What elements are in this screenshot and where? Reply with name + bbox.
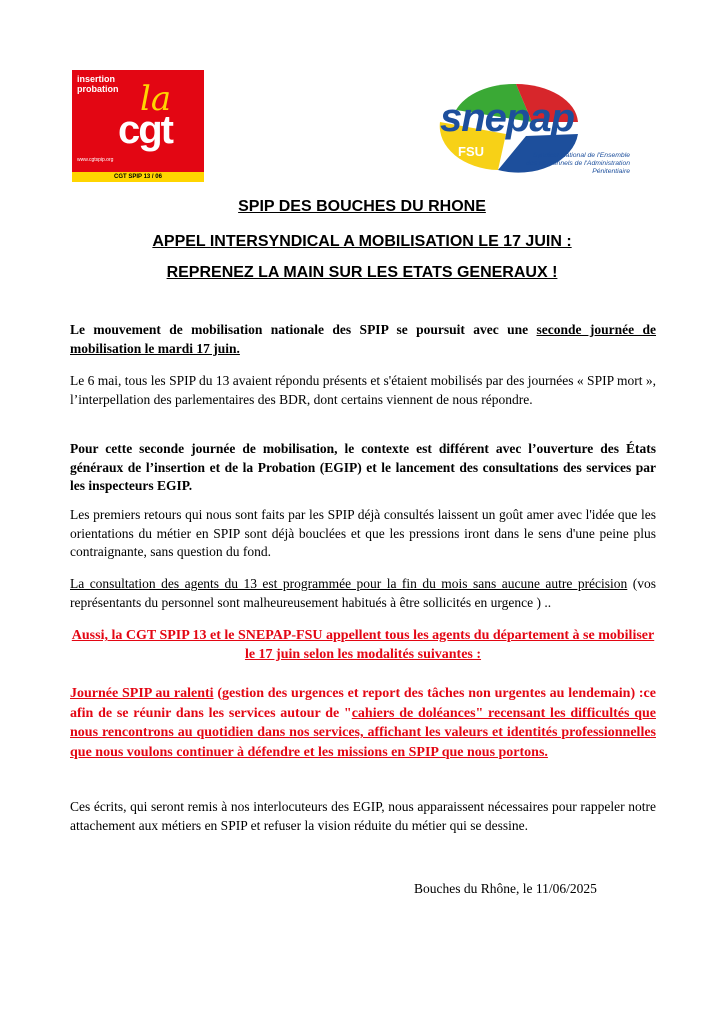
- cgt-logo-top-text: insertion probation: [77, 74, 119, 94]
- cgt-logo: [72, 70, 204, 182]
- paragraph-intro: [70, 321, 656, 358]
- paragraph-consultation-underlined: La consultation des agents du 13 est programmée pour la fin du mois sans aucune autre précision: [70, 576, 628, 591]
- snepap-logo: [436, 82, 636, 182]
- paragraph-modalities-text: (gestion des urgences et report des tâches non urgentes au lendemain) :ce afin de se réunir dans les services autour de ": [70, 686, 656, 721]
- cgt-logo-la: la: [140, 79, 172, 119]
- cgt-logo-word: cgt: [118, 108, 172, 152]
- cgt-logo-site: www.cgtspip.org: [77, 157, 114, 163]
- snepap-logo-word: snepap: [440, 96, 575, 140]
- paragraph-context: Pour cette seconde journée de mobilisation, le contexte est différent avec l’ouverture des États généraux de l’insertion et de la Probation (EGIP) et le lancement des consultations des services par les inspecteurs EGIP.: [70, 441, 656, 493]
- paragraph-consultation: [70, 575, 656, 612]
- paragraph-closing: Ces écrits, qui seront remis à nos interlocuteurs des EGIP, nous apparaissent nécessaires pour rappeler notre attachement aux métiers en SPIP et refuser la vision réduite du métier qui se dessine.: [70, 799, 656, 833]
- paragraph-intro-text: Le mouvement de mobilisation nationale des SPIP se poursuit avec une: [70, 322, 537, 337]
- paragraph-intro-date: seconde journée de mobilisation le mardi 17 juin.: [70, 322, 657, 356]
- title-line-3: REPRENEZ LA MAIN SUR LES ETATS GENERAUX !: [166, 264, 558, 281]
- paragraph-modalities-title: Journée SPIP au ralenti: [70, 686, 214, 701]
- paragraph-consultation-rest: (vos représentants du personnel sont malheureusement habitués à être sollicités en urgence ) ..: [70, 576, 657, 610]
- signature: Bouches du Rhône, le 11/06/2025: [414, 881, 597, 896]
- snepap-logo-tagline: Syndicat National de l'Ensemble des Personnels de l'Administration Pénitentiaire: [525, 152, 630, 175]
- title-line-1: SPIP DES BOUCHES DU RHONE: [238, 198, 486, 215]
- paragraph-modalities: [70, 684, 656, 762]
- paragraph-may-6: Le 6 mai, tous les SPIP du 13 avaient répondu présents et s'étaient mobilisés par des journées « SPIP mort », l’interpellation des parlementaires des BDR, dont certains viennent de nous répondre.: [70, 373, 656, 407]
- paragraph-feedback: Les premiers retours qui nous sont faits par les SPIP déjà consultés laissent un goût amer avec l'idée que les orientations du métier en SPIP sont déjà bouclées et que les pressions iront dans le sens d'une peine plus contraignante, sans question du fond.: [70, 507, 656, 559]
- cgt-logo-band: CGT SPIP 13 / 06: [72, 172, 204, 182]
- paragraph-modalities-underlined: cahiers de doléances" recensant les difficultés que nous rencontrons au quotidien dans nos services, affichant les valeurs et identités professionnelles que nous voulons continuer à défendre et les missions en SPIP que nous portons.: [70, 705, 656, 760]
- title-line-2: APPEL INTERSYNDICAL A MOBILISATION LE 17 JUIN :: [152, 233, 572, 250]
- snepap-logo-fsu: FSU: [458, 144, 484, 159]
- paragraph-call: Aussi, la CGT SPIP 13 et le SNEPAP-FSU appellent tous les agents du département à se mobiliser le 17 juin selon les modalités suivantes :: [71, 628, 655, 662]
